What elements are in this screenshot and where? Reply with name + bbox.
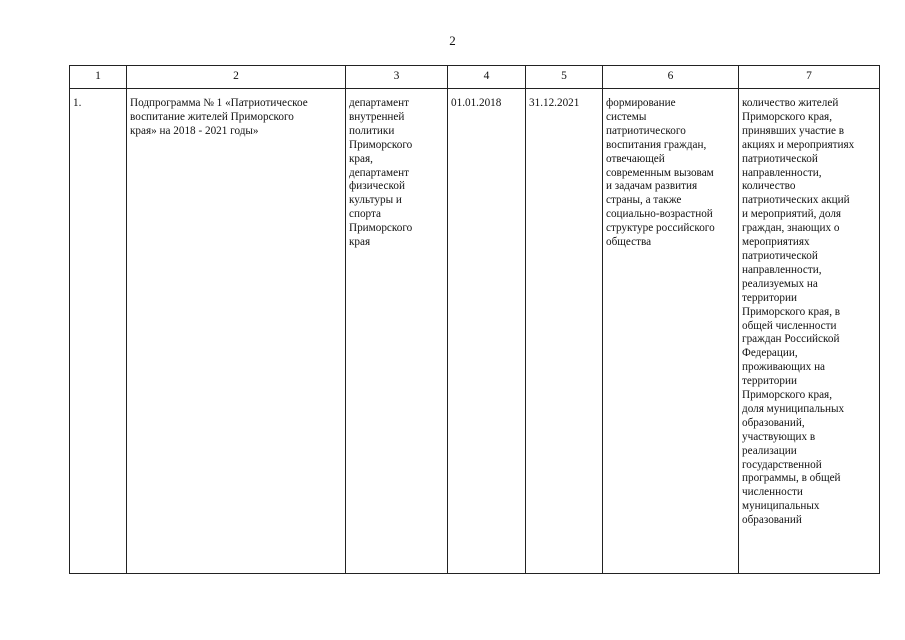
table-header-row (70, 66, 880, 89)
end-date: 31.12.2021 (529, 97, 580, 109)
subprogram-cell (127, 89, 346, 574)
table-row (70, 89, 880, 574)
result-cell (603, 89, 739, 574)
header-cell-3: 3 (346, 66, 448, 89)
program-table (69, 65, 880, 574)
row-number: 1. (73, 97, 82, 109)
indicators-cell (739, 89, 880, 574)
executor-cell (346, 89, 448, 574)
header-cell-1: 1 (70, 66, 127, 89)
header-cell-5: 5 (526, 66, 603, 89)
start-date-cell (448, 89, 526, 574)
subprogram-name: Подпрограмма № 1 «Патриотическое воспитание жителей Приморского края» на 2018 - 2021 годы» (130, 97, 308, 137)
end-date-cell (526, 89, 603, 574)
executor-text: департамент внутренней политики Приморского края, департамент физической культуры и спорта Приморского края (349, 97, 413, 249)
indicators-text: количество жителей Приморского края, принявших участие в акциях и мероприятиях патриотической направленности, количество патриотических акций и мероприятий, доля граждан, знающих о мероприятиях патриотической направленности, реализуемых на территории Приморского края, в общей численности граждан Российской Федерации, проживающих на территории Приморского края, доля муниципальных образований, участвующих в реализации государственной программы, в общей численности муниципальных образований (742, 97, 855, 527)
page-number: 2 (449, 33, 456, 48)
start-date: 01.01.2018 (451, 97, 502, 109)
header-cell-6: 6 (603, 66, 739, 89)
header-cell-2: 2 (127, 66, 346, 89)
header-cell-4: 4 (448, 66, 526, 89)
header-cell-7: 7 (739, 66, 880, 89)
expected-result: формирование системы патриотического воспитания граждан, отвечающей современным вызовам и задачам развития страны, а также социально-возрастной структуре российского общества (606, 97, 715, 249)
row-number-cell (70, 89, 127, 574)
